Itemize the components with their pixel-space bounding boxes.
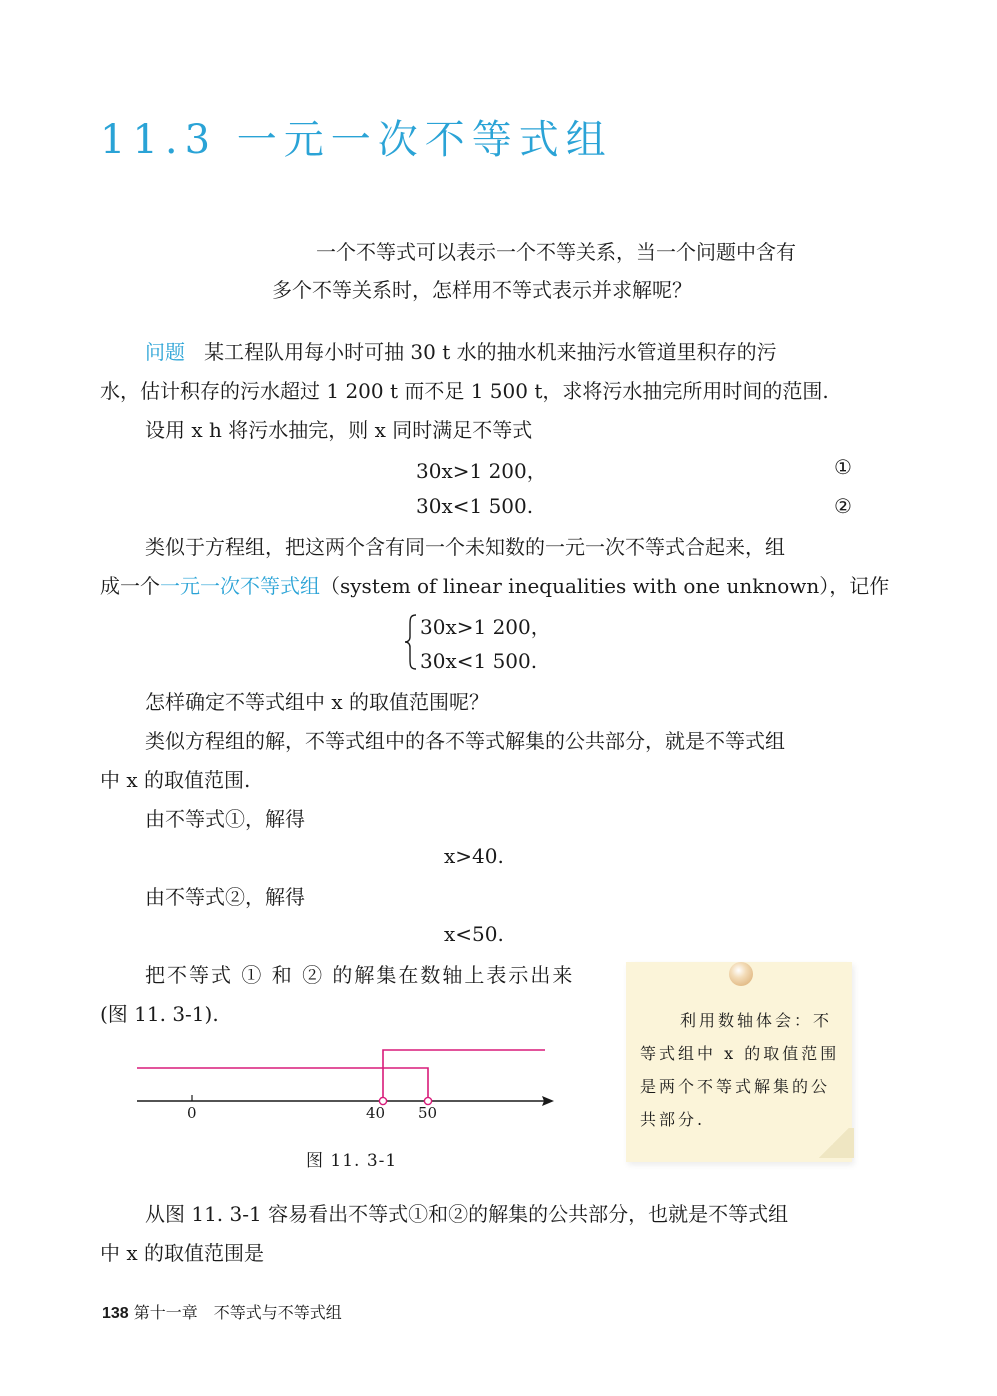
chapter-title: 第十一章 不等式与不等式组 [133, 1303, 342, 1322]
tick-label-50: 50 [418, 1104, 438, 1122]
para1-line-1: 类似于方程组，把这两个含有同一个未知数的一元一次不等式合起来，组 [145, 535, 785, 559]
question: 怎样确定不等式组中 x 的取值范围呢？ [145, 690, 489, 714]
note-line-1: 利用数轴体会：不 [680, 1011, 833, 1030]
system-brace [404, 613, 418, 671]
problem-line-3: 设用 x h 将污水抽完，则 x 同时满足不等式 [145, 418, 533, 442]
tick-label-0: 0 [187, 1104, 197, 1122]
inequality-1: 30x>1 200， [416, 459, 547, 483]
intro-line-2: 多个不等关系时，怎样用不等式表示并求解呢？ [272, 278, 692, 302]
section-title: 11.3 一元一次不等式组 [100, 117, 613, 163]
note-line-2: 等式组中 x 的取值范围 [640, 1044, 840, 1063]
term-highlight: 一元一次不等式组 [160, 574, 320, 598]
para3-line-2: (图 11. 3-1). [100, 1002, 219, 1026]
problem-line-2: 水，估计积存的污水超过 1 200 t 而不足 1 500 t，求将污水抽完所用时间的范围. [100, 379, 829, 403]
para4-line-1: 从图 11. 3-1 容易看出不等式①和②的解集的公共部分，也就是不等式组 [145, 1202, 789, 1226]
inequality-2-number: ② [834, 494, 852, 518]
note-line-3: 是两个不等式解集的公 [640, 1077, 831, 1096]
figure-caption: 图 11. 3-1 [306, 1151, 398, 1171]
result-2: x<50. [444, 922, 504, 946]
step-2: 由不等式②，解得 [145, 885, 305, 909]
inequality-1-number: ① [834, 455, 852, 479]
intro-line-1: 一个不等式可以表示一个不等关系，当一个问题中含有 [316, 240, 796, 264]
number-line-figure [130, 1040, 570, 1130]
problem-line-1 [145, 338, 777, 366]
para1-line-2: 成一个一元一次不等式组（system of linear inequalities with one unknown），记作 [100, 574, 890, 598]
para3-line-1: 把不等式 ① 和 ② 的解集在数轴上表示出来 [145, 963, 575, 987]
page-number: 138 [102, 1305, 129, 1322]
brace-icon [404, 613, 418, 671]
solution-line-x-lt-50 [137, 1068, 428, 1101]
system-line-2: 30x<1 500. [420, 649, 538, 673]
note-line-4: 共部分. [640, 1110, 706, 1129]
para4-line-2: 中 x 的取值范围是 [100, 1241, 264, 1265]
system-line-1: 30x>1 200， [420, 615, 551, 639]
step-1: 由不等式①，解得 [145, 807, 305, 831]
pushpin-icon [729, 962, 753, 986]
note-fold [814, 1128, 854, 1158]
para2-line-2: 中 x 的取值范围. [100, 768, 251, 792]
para2-line-1: 类似方程组的解，不等式组中的各不等式解集的公共部分，就是不等式组 [145, 729, 785, 753]
problem-label: 问题 [145, 340, 185, 364]
problem-text-1: 某工程队用每小时可抽 30 t 水的抽水机来抽污水管道里积存的污 [204, 340, 777, 364]
page-footer [102, 1300, 342, 1323]
solution-line-x-gt-40 [383, 1050, 545, 1101]
sticky-note [626, 962, 852, 1162]
tick-label-40: 40 [366, 1104, 386, 1122]
result-1: x>40. [444, 844, 504, 868]
inequality-2: 30x<1 500. [416, 494, 534, 518]
